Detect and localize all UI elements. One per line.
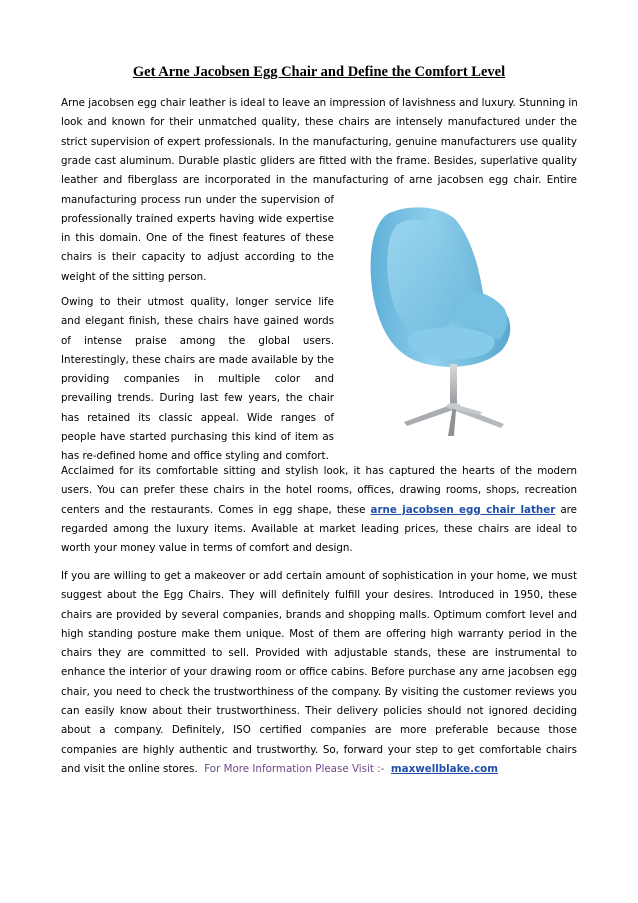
- egg-chair-image: [352, 200, 542, 440]
- text-line: about a company. Definitely, ISO certified companies are more preferable because those: [61, 724, 577, 737]
- text-line: chairs is their capacity to adjust according to the: [61, 251, 334, 264]
- text-line: of intense praise among the global users.: [61, 334, 334, 347]
- chair-hub: [447, 403, 461, 409]
- text-line: Interestingly, these chairs are made available by the: [61, 353, 334, 366]
- text-line: can easily know about their trustworthiness. Their delivery policies should not ignored deciding: [61, 705, 577, 718]
- text-line: prevailing trends. During last few years, the chair: [61, 392, 334, 405]
- text-line: people have started purchasing this kind of item as: [61, 431, 334, 444]
- chair-stem: [450, 364, 457, 404]
- chair-leg: [404, 404, 453, 426]
- paragraph-makeover: [61, 567, 577, 779]
- text-line: chairs they are committed to sell. Provided with adjustable stands, these are instrumental to: [61, 647, 577, 660]
- paragraph-quality: [61, 293, 334, 467]
- text-line: Arne jacobsen egg chair leather is ideal to leave an impression of lavishness and luxury. Stunning in: [61, 97, 578, 109]
- text-line: has re-defined home and office styling and comfort.: [61, 450, 329, 463]
- page-title: Get Arne Jacobsen Egg Chair and Define the Comfort Level: [132, 64, 506, 80]
- more-info-text: For More Information Please Visit :-: [204, 762, 385, 775]
- text-line: providing companies in multiple color and: [61, 373, 334, 386]
- text-line: high standing posture make them unique. Most of them are offering high warranty period in the: [61, 627, 577, 640]
- text-line: leather and fiberglass are incorporated in the manufacturing of arne jacobsen egg chair. Entire: [61, 174, 577, 187]
- text-line: weight of the sitting person.: [61, 270, 207, 283]
- paragraph-intro-continued: [61, 191, 334, 287]
- text-segment: and visit the online stores.: [61, 762, 198, 775]
- text-line: suggest about the Egg Chairs. They will definitely fulfill your desires. Introduced in 1950, these: [61, 589, 577, 602]
- text-line: Owing to their utmost quality, longer service life: [61, 296, 334, 308]
- text-line: users. You can prefer these chairs in the hotel rooms, offices, drawing rooms, shops, recreation: [61, 484, 577, 497]
- text-line: companies are highly authentic and trustworthy. So, forward your step to get comfortable chairs: [61, 743, 577, 756]
- text-line-with-link: [61, 760, 577, 779]
- text-line-with-link: [61, 501, 577, 520]
- text-segment: are: [560, 503, 577, 516]
- text-line: in this domain. One of the finest features of these: [61, 232, 334, 245]
- text-line: chair, you need to check the trustworthiness of the company. By visiting the customer reviews you: [61, 685, 577, 698]
- text-line: worth your money value in terms of comfort and design.: [61, 542, 353, 555]
- keyword-link[interactable]: arne jacobsen egg chair lather: [370, 503, 556, 516]
- text-line: grade cast aluminum. Durable plastic gliders are fitted with the frame. Besides, superlative quality: [61, 154, 577, 167]
- text-line: look and known for their unmatched quality, these chairs are intensely manufactured under the: [61, 116, 577, 129]
- text-line: professionally trained experts having wide expertise: [61, 212, 334, 225]
- text-segment: centers and the restaurants. Comes in egg shape, these: [61, 503, 366, 516]
- text-line: and elegant finish, these chairs have gained words: [61, 315, 334, 328]
- website-link[interactable]: maxwellblake.com: [390, 762, 498, 775]
- text-line: has retained its classic appeal. Wide ranges of: [61, 411, 334, 424]
- text-line: manufacturing process run under the supervision of: [61, 193, 334, 206]
- text-line: strict supervision of expert professionals. In the manufacturing, genuine manufacturers use quality: [61, 135, 577, 148]
- text-line: enhance the interior of your drawing room or office cabins. Before purchase any arne jacobsen egg: [61, 666, 577, 679]
- text-line: regarded among the luxury items. Available at market leading prices, these chairs are ideal to: [61, 522, 577, 535]
- text-line: If you are willing to get a makeover or add certain amount of sophistication in your home, we must: [61, 570, 577, 582]
- text-line: Acclaimed for its comfortable sitting and stylish look, it has captured the hearts of the modern: [61, 465, 577, 477]
- text-line: chairs are provided by several companies, brands and shopping malls. Optimum comfort level and: [61, 608, 577, 621]
- paragraph-intro: [61, 94, 577, 190]
- paragraph-acclaimed: [61, 462, 577, 558]
